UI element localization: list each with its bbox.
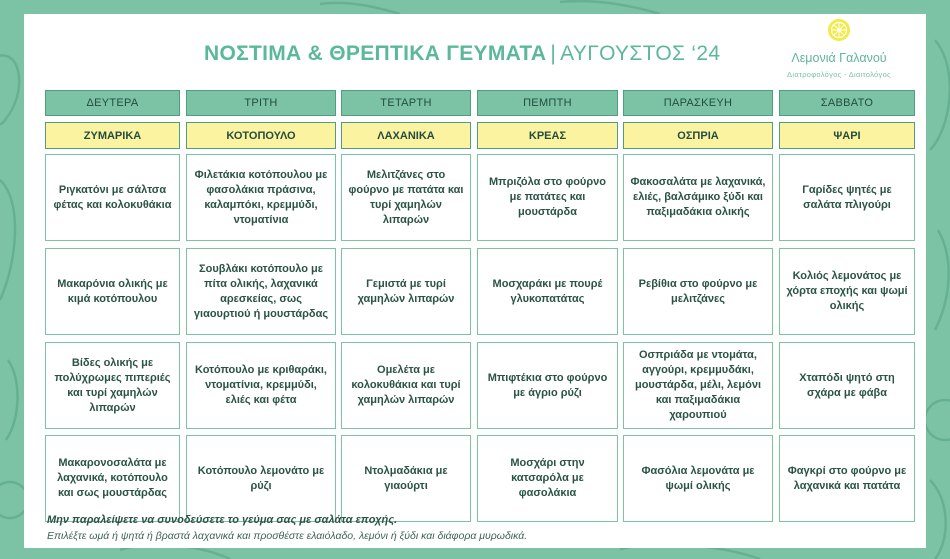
- meal-cell: Μοσχαράκι με πουρέ γλυκοπατάτας: [477, 248, 618, 335]
- lemon-icon: [827, 18, 851, 42]
- meal-cell: Μελιτζάνες στο φούρνο με πατάτα και τυρί χαμηλών λιπαρών: [341, 154, 471, 241]
- brand-logo: [764, 18, 914, 88]
- meal-cell: Γαρίδες ψητές με σαλάτα πλιγούρι: [779, 154, 915, 241]
- page-title: [204, 42, 720, 66]
- category-label: ΨΑΡΙ: [779, 122, 915, 149]
- meal-cell: Βίδες ολικής με πολύχρωμες πιπεριές και τυρί χαμηλών λιπαρών: [45, 342, 180, 429]
- meal-cell: Κοτόπουλο με κριθαράκι, ντοματίνια, κρεμμύδι, ελιές και φέτα: [186, 342, 336, 429]
- category-label: ΚΡΕΑΣ: [477, 122, 618, 149]
- brand-name: Λεμονιά Γαλανού: [791, 51, 887, 65]
- meal-cell: Μοσχάρι στην κατσαρόλα με φασολάκια: [477, 435, 618, 522]
- meal-cell: Φιλετάκια κοτόπουλου με φασολάκια πράσινα, καλαμπόκι, κρεμμύδι, ντοματίνια: [186, 154, 336, 241]
- day-header: ΠΑΡΑΣΚΕΥΗ: [623, 90, 773, 116]
- salad-note: Μην παραλείψετε να συνοδεύσετε το γεύμα σας με σαλάτα εποχής.: [47, 514, 398, 526]
- brand-subtitle: Διατροφολόγος - Διαιτολόγος: [787, 70, 891, 79]
- category-label: ΛΑΧΑΝΙΚΑ: [341, 122, 471, 149]
- meal-cell: Φακοσαλάτα με λαχανικά, ελιές, βαλσάμικο ξύδι και παξιμαδάκια ολικής: [623, 154, 773, 241]
- meal-cell: Μπριζόλα στο φούρνο με πατάτες και μουστάρδα: [477, 154, 618, 241]
- day-header: ΤΕΤΑΡΤΗ: [341, 90, 471, 116]
- day-header: ΤΡΙΤΗ: [186, 90, 336, 116]
- category-label: ΟΣΠΡΙΑ: [623, 122, 773, 149]
- meal-cell: Ντολμαδάκια με γιαούρτι: [341, 435, 471, 522]
- meal-cell: Γεμιστά με τυρί χαμηλών λιπαρών: [341, 248, 471, 335]
- meal-cell: Φασόλια λεμονάτα με ψωμί ολικής: [623, 435, 773, 522]
- category-label: ΚΟΤΟΠΟΥΛΟ: [186, 122, 336, 149]
- meal-cell: Ομελέτα με κολοκυθάκια και τυρί χαμηλών λιπαρών: [341, 342, 471, 429]
- title-main: ΝΟΣΤΙΜΑ & ΘΡΕΠΤΙΚΑ ΓΕΥΜΑΤΑ: [204, 42, 547, 65]
- day-header: ΣΑΒΒΑΤΟ: [779, 90, 915, 116]
- meal-cell: Μακαρόνια ολικής με κιμά κοτόπουλου: [45, 248, 180, 335]
- meal-cell: Χταπόδι ψητό στη σχάρα με φάβα: [779, 342, 915, 429]
- meal-cell: Ρεβίθια στο φούρνο με μελιτζάνες: [623, 248, 773, 335]
- day-header: ΔΕΥΤΕΡΑ: [45, 90, 180, 116]
- meal-cell: Κολιός λεμονάτος με χόρτα εποχής και ψωμί ολικής: [779, 248, 915, 335]
- title-month: ΑΥΓΟΥΣΤΟΣ ‘24: [560, 42, 721, 65]
- meal-cell: Φαγκρί στο φούρνο με λαχανικά και πατάτα: [779, 435, 915, 522]
- meal-cell: Κοτόπουλο λεμονάτο με ρύζι: [186, 435, 336, 522]
- meal-cell: Ριγκατόνι με σάλτσα φέτας και κολοκυθάκια: [45, 154, 180, 241]
- meal-cell: Μπιφτέκια στο φούρνο με άγριο ρύζι: [477, 342, 618, 429]
- title-separator: |: [550, 42, 557, 65]
- meal-cell: Μακαρονοσαλάτα με λαχανικά, κοτόπουλο και σως μουστάρδας: [45, 435, 180, 522]
- header: [24, 14, 926, 94]
- vegetable-tip: Επιλέξτε ωμά ή ψητά ή βραστά λαχανικά και προσθέστε ελαιόλαδο, λεμόνι ή ξύδι και διάφορα μυρωδικά.: [47, 530, 528, 542]
- category-label: ΖΥΜΑΡΙΚΑ: [45, 122, 180, 149]
- day-header: ΠΕΜΠΤΗ: [477, 90, 618, 116]
- meal-cell: Οσπριάδα με ντομάτα, αγγούρι, κρεμμυδάκι, μουστάρδα, μέλι, λεμόνι και παξιμαδάκια χαρουπιού: [623, 342, 773, 429]
- meal-cell: Σουβλάκι κοτόπουλο με πίτα ολικής, λαχανικά αρεσκείας, σως γιαουρτιού ή μουστάρδας: [186, 248, 336, 335]
